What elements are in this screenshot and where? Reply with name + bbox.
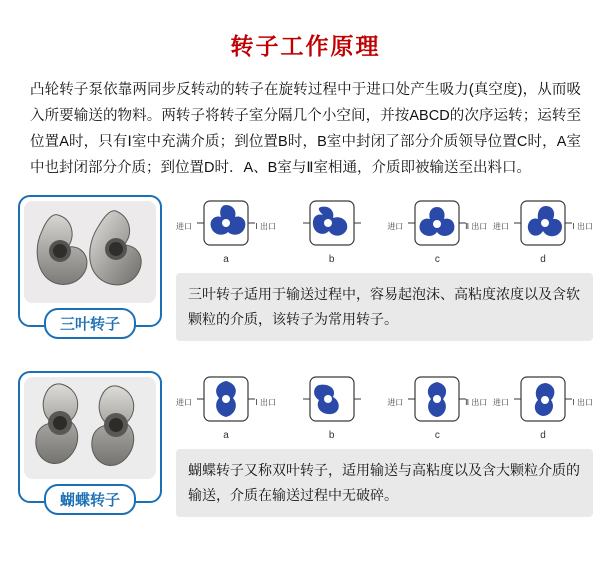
inlet-label: 进口 bbox=[387, 398, 404, 407]
stage-cell bbox=[493, 371, 593, 441]
inlet-label: 进口 bbox=[176, 398, 192, 407]
outlet-label: Ⅰ 出口 bbox=[572, 398, 593, 407]
three-lobe-stage-strip bbox=[176, 195, 593, 265]
rotor-stage-diagram bbox=[512, 371, 574, 429]
inlet-label: 进口 bbox=[492, 398, 509, 407]
three-lobe-rotor-photo bbox=[24, 201, 156, 303]
three-lobe-description: 三叶转子适用于输送过程中，容易起泡沫、高粘度浓度以及含软颗粒的介质，该转子为常用转子。 bbox=[176, 273, 593, 341]
three-lobe-diagram-column bbox=[176, 195, 593, 341]
stage-caption: c bbox=[434, 254, 440, 265]
stage-caption: a bbox=[223, 430, 229, 441]
butterfly-stage-strip bbox=[176, 371, 593, 441]
section-three-lobe-rotor bbox=[0, 195, 611, 341]
rotor-stage-diagram bbox=[406, 371, 468, 429]
stage-cell bbox=[282, 195, 382, 265]
outlet-label: Ⅱ 出口 bbox=[465, 222, 488, 231]
outlet-label: Ⅰ 出口 bbox=[572, 222, 593, 231]
outlet-label: Ⅱ 出口 bbox=[465, 398, 488, 407]
stage-caption: b bbox=[328, 254, 335, 265]
rotor-stage-diagram bbox=[512, 195, 574, 253]
rotor-stage-diagram bbox=[301, 195, 363, 253]
stage-cell bbox=[387, 195, 487, 265]
butterfly-rotor-image bbox=[24, 377, 156, 479]
outlet-label: Ⅰ 出口 bbox=[255, 222, 276, 231]
stage-caption: d bbox=[540, 430, 546, 441]
rotor-stage-diagram bbox=[195, 371, 257, 429]
butterfly-rotor-photo bbox=[24, 377, 156, 479]
inlet-label: 进口 bbox=[176, 222, 192, 231]
three-lobe-rotor-image bbox=[24, 201, 156, 303]
stage-cell bbox=[493, 195, 593, 265]
rotor-stage-diagram bbox=[406, 195, 468, 253]
three-lobe-rotor-photo-frame bbox=[18, 195, 162, 333]
inlet-label: 进口 bbox=[492, 222, 509, 231]
rotor-stage-diagram bbox=[195, 195, 257, 253]
section-butterfly-rotor bbox=[0, 371, 611, 517]
stage-caption: a bbox=[223, 254, 229, 265]
intro-paragraph: 凸轮转子泵依靠两同步反转动的转子在旋转过程中于进口处产生吸力(真空度)，从而吸入所要输送的物料。两转子将转子室分隔几个小空间，并按ABCD的次序运转；运转至位置A时，只有Ⅰ室中充满介质；到位置B时，B室中封闭了部分介质领导位置C时，A室中也封闭部分介质；到位置D时．A、B室与Ⅱ室相通，介质即被输送至出料口。 bbox=[30, 82, 581, 176]
butterfly-diagram-column bbox=[176, 371, 593, 517]
butterfly-rotor-photo-frame bbox=[18, 371, 162, 509]
butterfly-rotor-label: 蝴蝶转子 bbox=[44, 484, 136, 515]
butterfly-description: 蝴蝶转子又称双叶转子，适用输送与高粘度以及含大颗粒介质的输送，介质在输送过程中无破碎。 bbox=[176, 449, 593, 517]
stage-cell bbox=[176, 195, 276, 265]
rotor-stage-diagram bbox=[301, 371, 363, 429]
page-title: 转子工作原理 bbox=[230, 33, 381, 60]
three-lobe-rotor-label: 三叶转子 bbox=[44, 308, 136, 339]
stage-caption: d bbox=[540, 254, 546, 265]
stage-cell bbox=[282, 371, 382, 441]
outlet-label: Ⅰ 出口 bbox=[255, 398, 276, 407]
inlet-label: 进口 bbox=[387, 222, 404, 231]
stage-caption: c bbox=[434, 430, 440, 441]
stage-cell bbox=[387, 371, 487, 441]
stage-caption: b bbox=[328, 430, 335, 441]
stage-cell bbox=[176, 371, 276, 441]
